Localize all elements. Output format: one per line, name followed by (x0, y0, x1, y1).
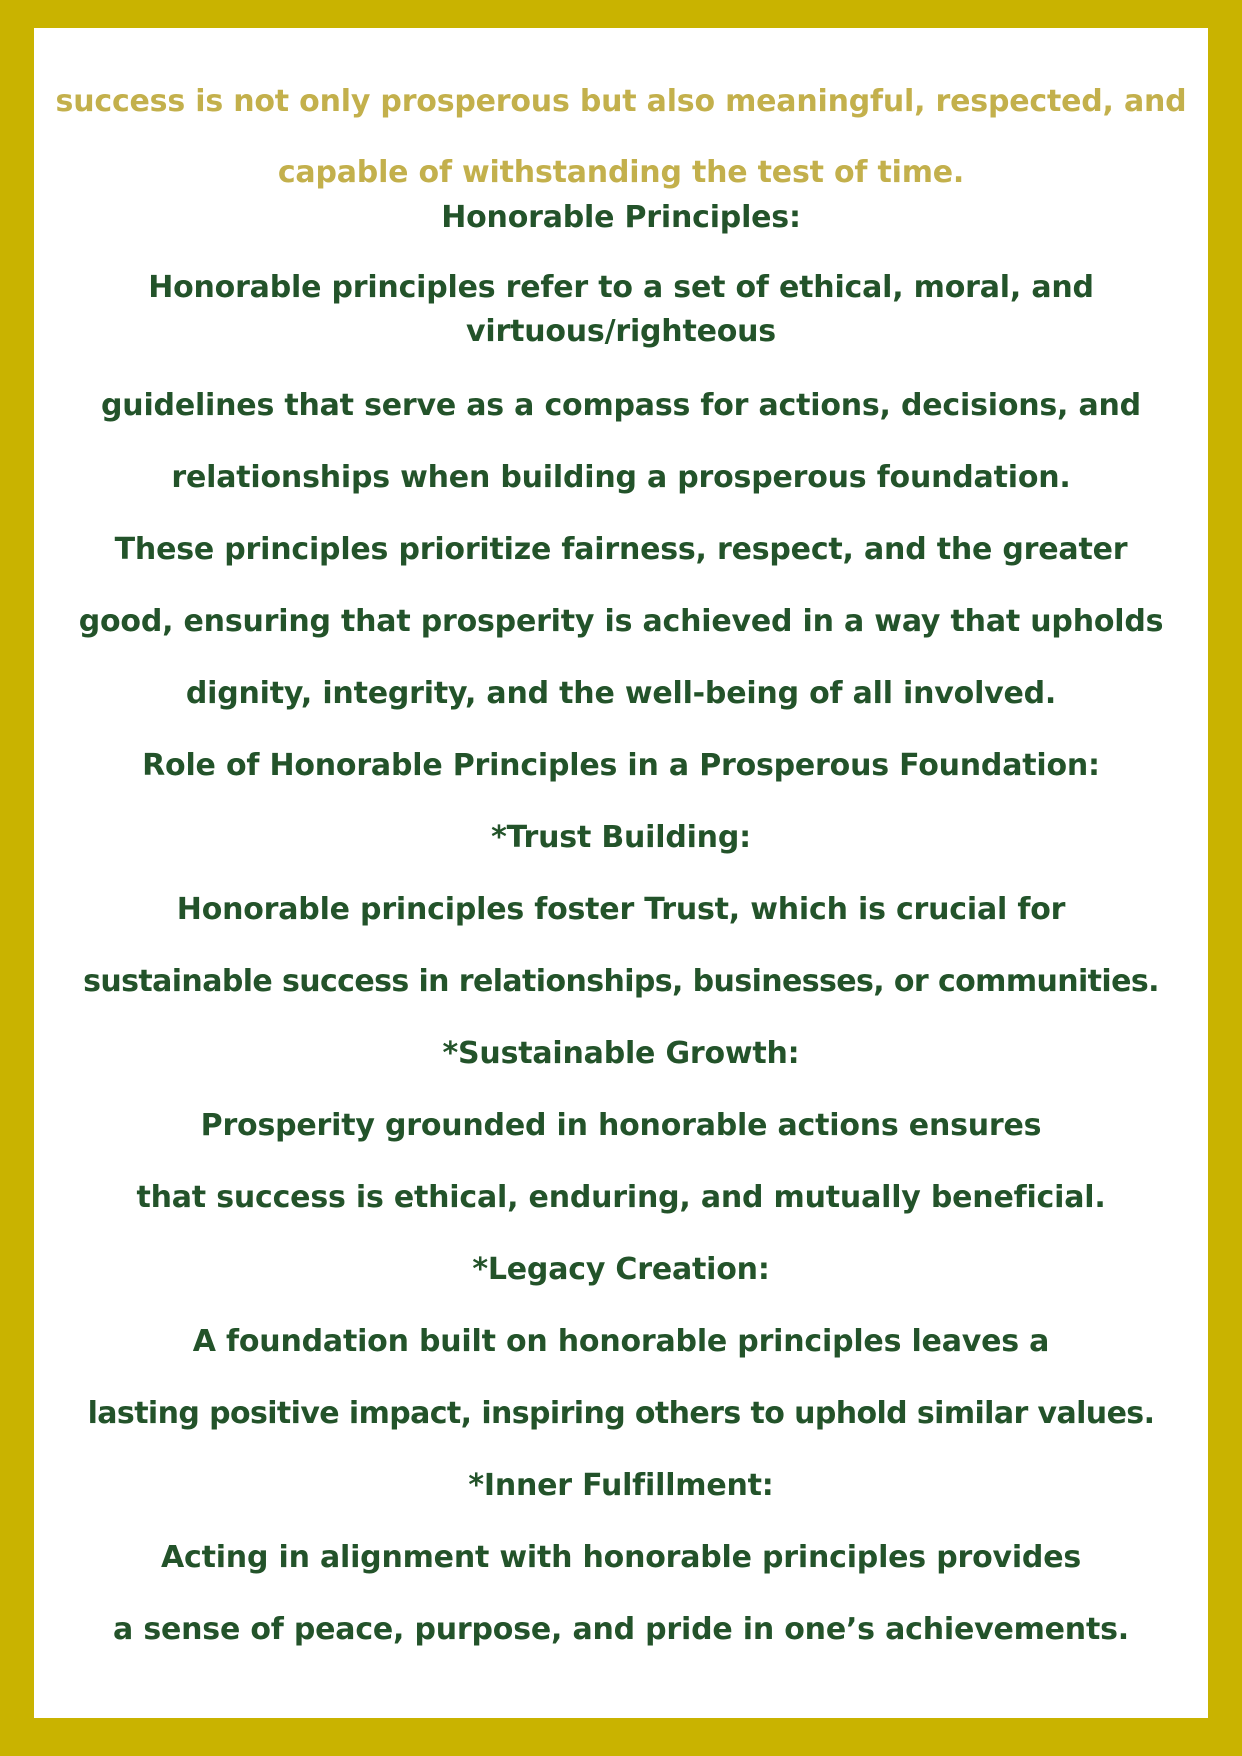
definition-line-1: Honorable principles refer to a set of ethical, moral, and (148, 270, 1094, 305)
legacy-creation-line-1: A foundation built on honorable principles leaves a (192, 1324, 1050, 1359)
role-heading: Role of Honorable Principles in a Prosperous Foundation: (142, 748, 1100, 783)
legacy-creation-line-2: lasting positive impact, inspiring others to uphold similar values. (87, 1396, 1155, 1431)
honorable-principles-heading: Honorable Principles: (441, 200, 801, 235)
definition-line-4: relationships when building a prosperous foundation. (171, 460, 1071, 495)
trust-building-line-1: Honorable principles foster Trust, which is crucial for (176, 892, 1066, 927)
sustainable-growth-title: *Sustainable Growth: (442, 1036, 800, 1071)
priorities-line-2: good, ensuring that prosperity is achieved in a way that upholds (78, 604, 1164, 639)
intro-line-1: success is not only prosperous but also meaningful, respected, and (55, 84, 1187, 119)
inner-fulfillment-line-1: Acting in alignment with honorable principles provides (160, 1540, 1082, 1575)
sustainable-growth-line-1: Prosperity grounded in honorable actions ensures (200, 1108, 1042, 1143)
trust-building-title: *Trust Building: (491, 820, 751, 855)
legacy-creation-title: *Legacy Creation: (472, 1252, 770, 1287)
inner-fulfillment-title: *Inner Fulfillment: (468, 1468, 774, 1503)
intro-line-2: capable of withstanding the test of time. (277, 155, 965, 190)
definition-line-2: virtuous/righteous (466, 314, 776, 349)
priorities-line-3: dignity, integrity, and the well-being of all involved. (185, 676, 1057, 711)
document-page (34, 28, 1208, 1718)
definition-line-3: guidelines that serve as a compass for actions, decisions, and (101, 388, 1141, 423)
trust-building-line-2: sustainable success in relationships, businesses, or communities. (83, 964, 1159, 999)
inner-fulfillment-line-2: a sense of peace, purpose, and pride in one’s achievements. (113, 1612, 1129, 1647)
priorities-line-1: These principles prioritize fairness, respect, and the greater (114, 532, 1128, 567)
sustainable-growth-line-2: that success is ethical, enduring, and mutually beneficial. (136, 1180, 1106, 1215)
